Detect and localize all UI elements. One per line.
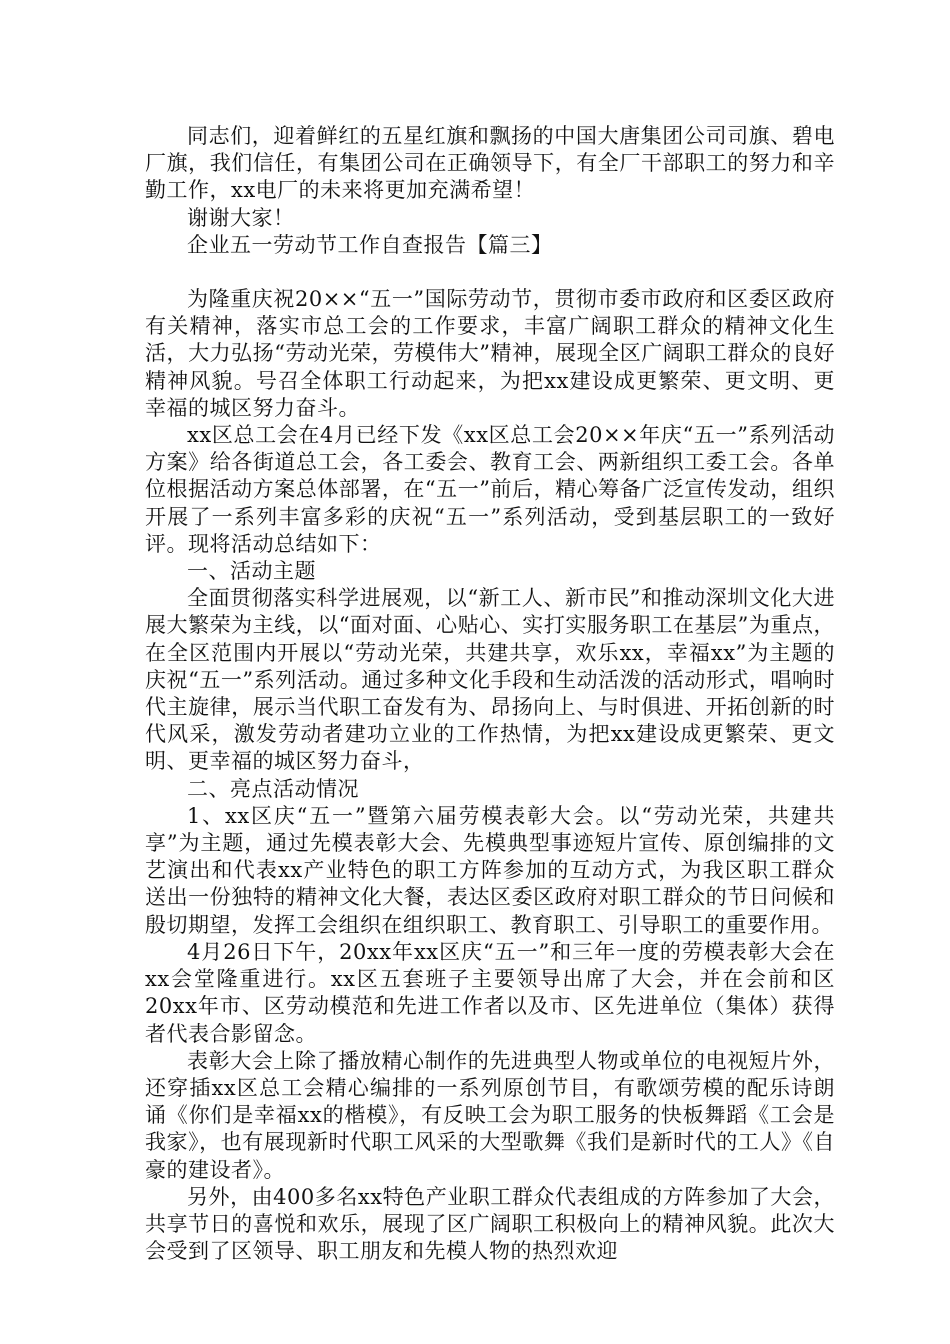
paragraph-intro: 为隆重庆祝20××“五一”国际劳动节，贯彻市委市政府和区委区政府有关精神，落实市总工会的工作要求，丰富广阔职工群众的精神文化生活，大力弘扬“劳动光荣，劳模伟大”精神，展现全区广阔职工群众的良好精神风貌。号召全体职工行动起来，为把xx建设成更繁荣、更文明、更幸福的城区努力奋斗。: [145, 287, 835, 420]
paragraph-highlight-one: 1、xx区庆“五一”暨第六届劳模表彰大会。以“劳动光荣，共建共享”为主题，通过先模表彰大会、先模典型事迹短片宣传、原创编排的文艺演出和代表xx产业特色的职工方阵参加的互动方式，为我区职工群众送出一份独特的精神文化大餐，表达区委区政府对职工群众的节日问候和殷切期望，发挥工会组织在组织职工、教育职工、引导职工的重要作用。: [145, 803, 835, 937]
document-body: [145, 123, 835, 1265]
paragraph-performances: 表彰大会上除了播放精心制作的先进典型人物或单位的电视短片外，还穿插xx区总工会精心编排的一系列原创节目，有歌颂劳模的配乐诗朗诵《你们是幸福xx的楷模》，有反映工会为职工服务的快板舞蹈《工会是我家》，也有展现新时代职工风采的大型歌舞《我们是新时代的工人》《自豪的建设者》。: [145, 1048, 835, 1182]
paragraph-event-date: 4月26日下午，20xx年xx区庆“五一”和三年一度的劳模表彰大会在xx会堂隆重进行。xx区五套班子主要领导出席了大会，并在会前和区20xx年市、区劳动模范和先进工作者以及市、区先进单位（集体）获得者代表合影留念。: [145, 939, 835, 1046]
paragraph-closing-remarks: 同志们，迎着鲜红的五星红旗和飘扬的中国大唐集团公司司旗、碧电厂旗，我们信任，有集团公司在正确领导下，有全厂干部职工的努力和辛勤工作，xx电厂的未来将更加充满希望！: [145, 124, 835, 203]
paragraph-theme: 全面贯彻落实科学进展观，以“新工人、新市民”和推动深圳文化大进展大繁荣为主线，以“面对面、心贴心、实打实服务职工在基层”为重点，在全区范围内开展以“劳动光荣，共建共享，欢乐xx，幸福xx”为主题的庆祝“五一”系列活动。通过多种文化手段和生动活泼的活动形式，唱响时代主旋律，展示当代职工奋发有为、昂扬向上、与时俱进、开拓创新的时代风采，激发劳动者建功立业的工作热情，为把xx建设成更繁荣、更文明、更幸福的城区努力奋斗，: [145, 586, 835, 774]
heading-activity-theme: 一、活动主题: [187, 559, 316, 584]
section-title-part-three: 企业五一劳动节工作自查报告【篇三】: [187, 232, 553, 257]
paragraph-plan: xx区总工会在4月已经下发《xx区总工会20××年庆“五一”系列活动方案》给各街道总工会，各工委会、教育工会、两新组织工委工会。各单位根据活动方案总体部署，在“五一”前后，精心筹备广泛宣传发动，组织开展了一系列丰富多彩的庆祝“五一”系列活动，受到基层职工的一致好评。现将活动总结如下：: [145, 423, 835, 556]
paragraph-participants: 另外，由400多名xx特色产业职工群众代表组成的方阵参加了大会，共享节日的喜悦和欢乐，展现了区广阔职工积极向上的精神风貌。此次大会受到了区领导、职工朋友和先模人物的热烈欢迎: [145, 1184, 835, 1264]
paragraph-thanks: 谢谢大家！: [187, 205, 295, 230]
heading-highlights: 二、亮点活动情况: [187, 776, 359, 801]
blank-line: [145, 259, 835, 286]
